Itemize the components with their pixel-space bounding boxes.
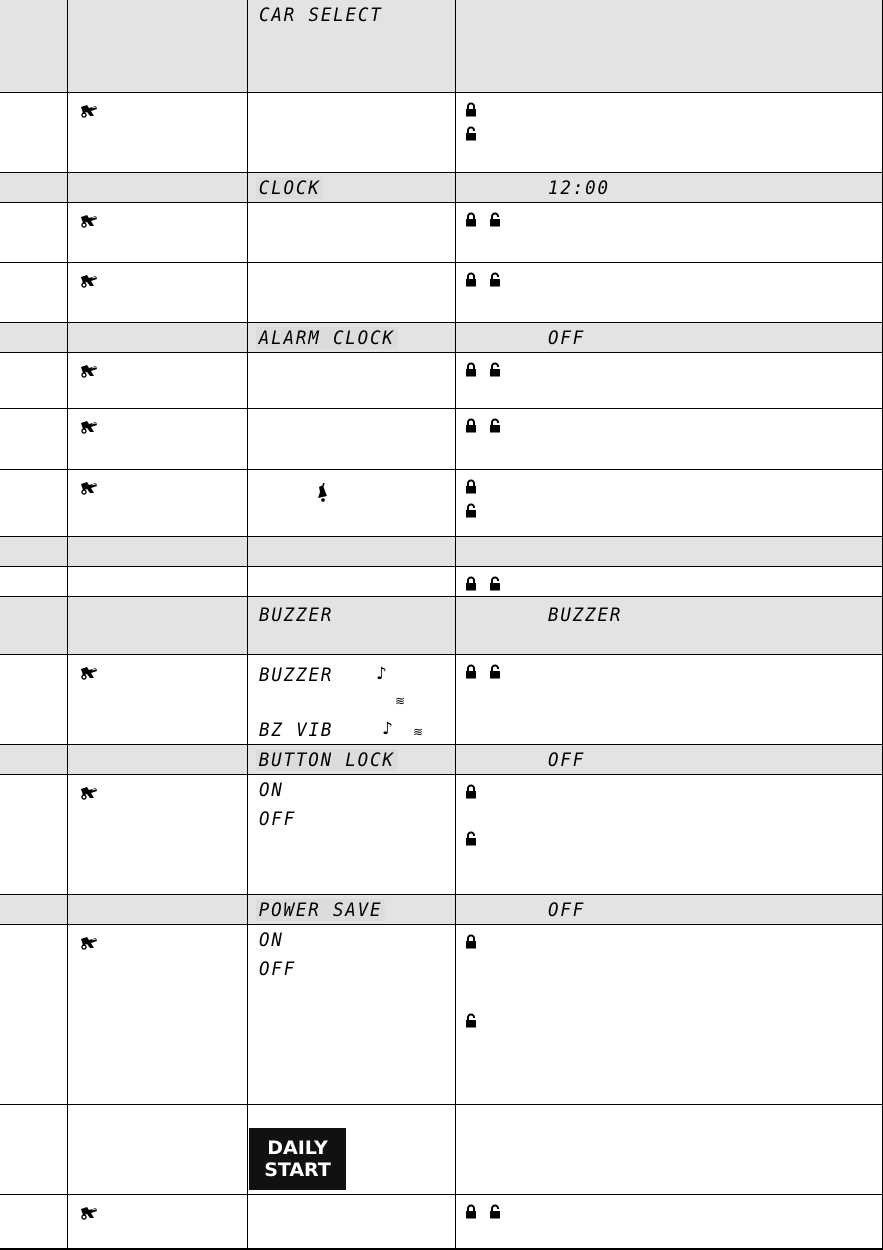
lock-icon: [465, 362, 477, 377]
car-remote-icon: [80, 363, 98, 377]
daily-start-badge: [249, 1128, 346, 1190]
car-remote-icon: [80, 785, 98, 799]
lock-icon: [465, 664, 477, 679]
row-clock: [0, 173, 883, 203]
lock-icon: [465, 272, 477, 287]
lcd-on: ON: [259, 929, 284, 951]
row-step: [0, 93, 883, 173]
lock-icon: [465, 1204, 477, 1219]
row-step: [0, 203, 883, 263]
unlock-icon: [465, 503, 477, 518]
lcd-off: OFF: [259, 808, 297, 830]
lock-icon: [465, 418, 477, 433]
lcd-power-save: POWER SAVE: [256, 899, 385, 921]
car-remote-icon: [80, 1205, 98, 1219]
lcd-buzzer: BUZZER: [259, 604, 334, 626]
row-step: [0, 1195, 883, 1250]
daily-label: DAILY: [267, 1137, 328, 1159]
row-daily-start: [0, 1105, 883, 1195]
lock-icon: [465, 212, 477, 227]
column-divider: [247, 0, 248, 1250]
row-blank: [0, 537, 883, 567]
unlock-icon: [465, 1013, 477, 1028]
unlock-icon: [489, 362, 501, 377]
unlock-icon: [489, 664, 501, 679]
row-step: [0, 470, 883, 537]
unlock-icon: [489, 576, 501, 591]
car-remote-icon: [80, 103, 98, 117]
lcd-on: ON: [259, 779, 284, 801]
note-icon: ♪: [382, 719, 393, 739]
start-label: START: [264, 1159, 331, 1181]
lock-icon: [465, 576, 477, 591]
vibrate-icon: ≋: [395, 694, 406, 708]
column-divider: [455, 0, 456, 1250]
lock-icon: [465, 784, 477, 799]
column-divider: [67, 0, 68, 1250]
car-remote-icon: [80, 419, 98, 433]
car-remote-icon: [80, 273, 98, 287]
lcd-buzzer-option: BUZZER: [259, 664, 334, 686]
row-step: [0, 263, 883, 323]
lcd-power-save-value: OFF: [548, 899, 586, 921]
lcd-clock-value: 12:00: [548, 177, 610, 199]
row-power-save: [0, 895, 883, 925]
unlock-icon: [489, 418, 501, 433]
car-remote-icon: [80, 665, 98, 679]
lcd-alarm-clock: ALARM CLOCK: [256, 327, 398, 349]
lcd-bz-vib-option: BZ VIB: [259, 719, 334, 741]
row-step: [0, 353, 883, 409]
car-remote-icon: [80, 213, 98, 227]
unlock-icon: [489, 212, 501, 227]
row-car-select: [0, 0, 883, 93]
vibrate-icon: ≋: [413, 725, 424, 739]
car-remote-icon: [80, 480, 98, 494]
lcd-off: OFF: [259, 958, 297, 980]
row-buzzer: [0, 597, 883, 655]
lock-icon: [465, 934, 477, 949]
row-step: [0, 409, 883, 470]
row-step: [0, 775, 883, 895]
lcd-clock: CLOCK: [256, 177, 323, 199]
lcd-button-lock: BUTTON LOCK: [256, 749, 398, 771]
lock-icon: [465, 479, 477, 494]
alarm-bell-icon: [315, 483, 329, 503]
unlock-icon: [465, 126, 477, 141]
note-icon: ♪: [376, 664, 387, 684]
row-step: [0, 925, 883, 1105]
unlock-icon: [465, 831, 477, 846]
car-remote-icon: [80, 935, 98, 949]
unlock-icon: [489, 1204, 501, 1219]
lcd-button-lock-value: OFF: [548, 749, 586, 771]
row-locks: [0, 567, 883, 597]
row-alarm-clock: [0, 323, 883, 353]
row-step: [0, 655, 883, 745]
lcd-buzzer-value: BUZZER: [548, 604, 623, 626]
lock-icon: [465, 102, 477, 117]
unlock-icon: [489, 272, 501, 287]
row-button-lock: [0, 745, 883, 775]
lcd-car-select: CAR SELECT: [259, 4, 383, 26]
lcd-alarm-value: OFF: [548, 327, 586, 349]
